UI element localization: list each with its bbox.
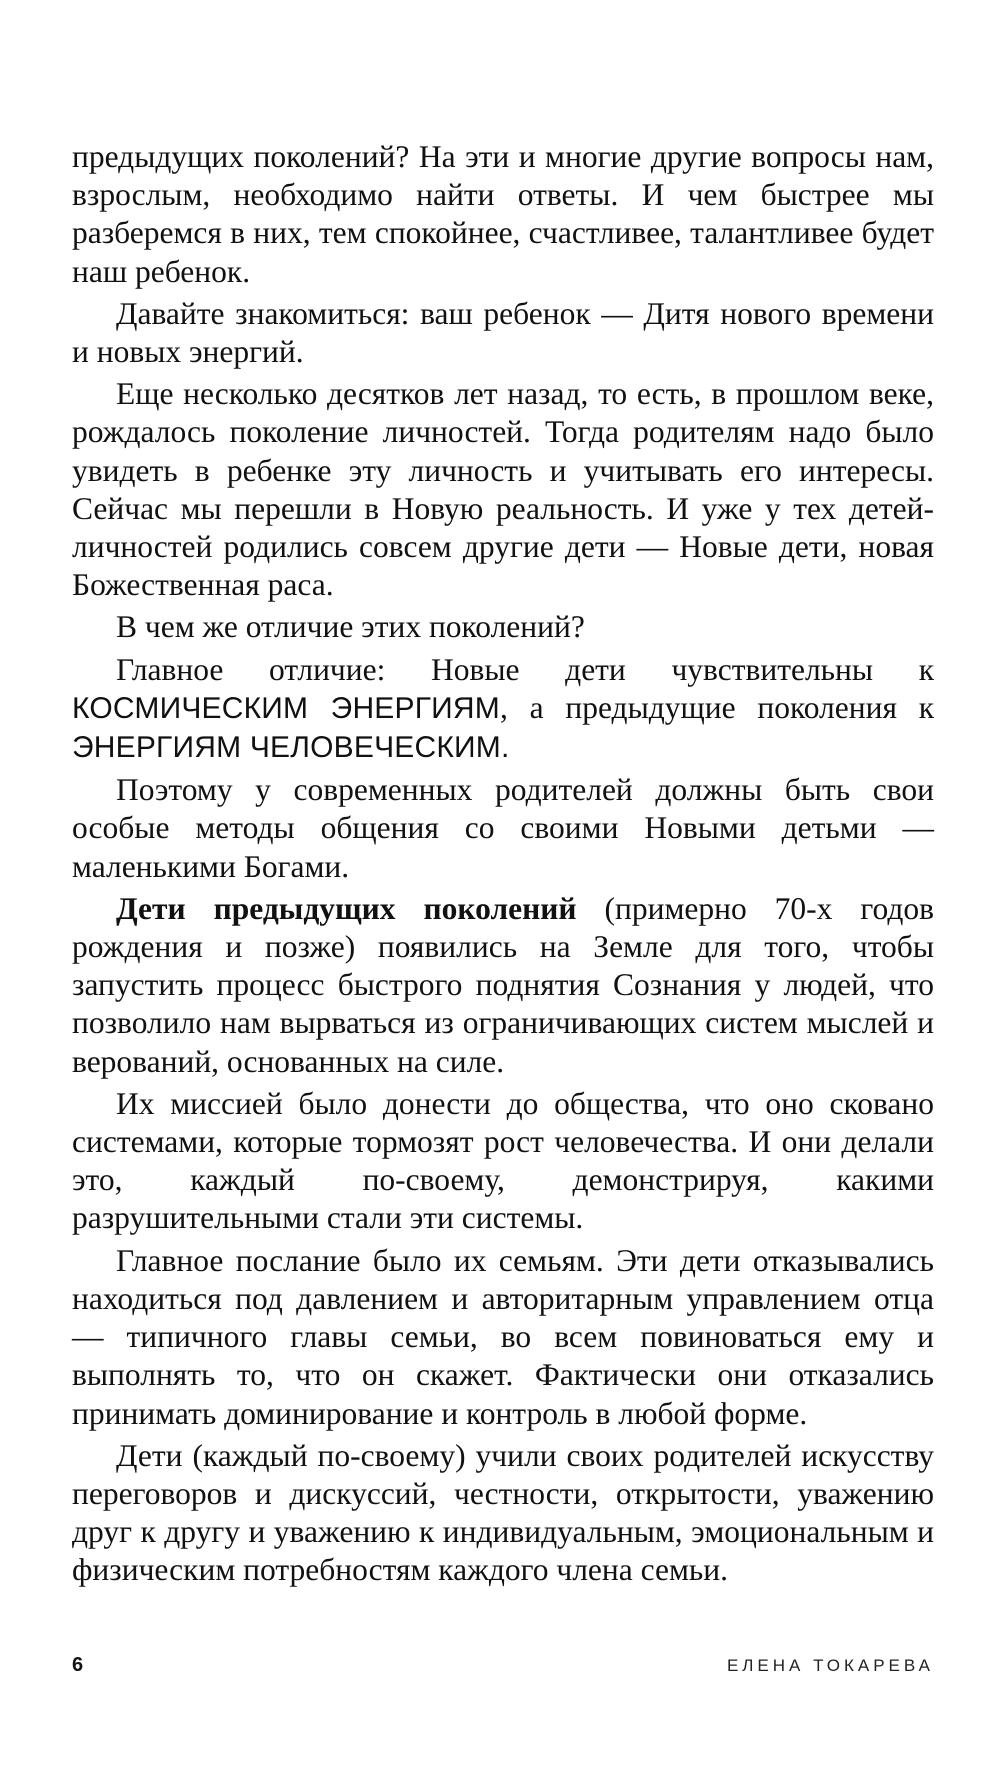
paragraph-2: Давайте знакомиться: ваш ребенок — Дитя нового времени и новых энергий.: [72, 295, 934, 370]
paragraph-5: [72, 651, 934, 768]
paragraph-3: Еще несколько десятков лет назад, то есть, в прошлом веке, рождалось поколение личностей. Тогда родителям надо было увидеть в ребенке эту личность и учитывать его интересы. Сейчас мы перешли в Новую реальность. И уже у тех детей-личностей родились совсем другие дети — Новые дети, новая Божественная раса.: [72, 376, 934, 603]
paragraph-7: [72, 890, 934, 1081]
page-number: 6: [72, 1654, 84, 1676]
paragraph-5-text-b: , а предыдущие поколения к: [500, 689, 934, 725]
bold-term: Дети предыдущих поколений: [116, 890, 577, 926]
paragraph-6: Поэтому у современных родителей должны быть свои особые методы общения со своими Новыми детьми — маленькими Богами.: [72, 772, 934, 884]
paragraph-1: предыдущих поколений? На эти и многие другие вопросы нам, взрослым, необходимо найти ответы. И чем быстрее мы разберемся в них, тем спокойнее, счастливее, талантливее будет наш ребенок.: [72, 139, 934, 289]
paragraph-9: Главное послание было их семьям. Эти дети отказывались находиться под давлением и авторитарным управлением отца — типичного главы семьи, во всем повиноваться ему и выполнять то, что он скажет. Фактически они отказались принимать доминирование и контроль в любой форме.: [72, 1242, 934, 1431]
paragraph-5-text-a: Главное отличие: Новые дети чувствительны к: [116, 651, 934, 687]
paragraph-8: Их миссией было донести до общества, что оно сковано системами, которые тормозят рост человечества. И они делали это, каждый по-своему, демонстрируя, какими разрушительными стали эти системы.: [72, 1085, 934, 1236]
paragraph-7-text: (примерно 70-х годов рождения и позже) появились на Земле для того, чтобы запустить процесс быстрого поднятия Сознания у людей, что позволило нам вырваться из ограничивающих систем мыслей и верований, основанных на силе.: [72, 890, 934, 1079]
page-body: [72, 138, 934, 1590]
human-energies-caps: ЭНЕРГИЯМ ЧЕЛОВЕЧЕСКИМ.: [72, 731, 510, 765]
paragraph-4: В чем же отличие этих поколений?: [116, 609, 585, 645]
paragraph-10: Дети (каждый по-своему) учили своих родителей искусству переговоров и дискуссий, честности, открытости, уважению друг к другу и уважению к индивидуальным, эмоциональным и физическим потребностям каждого члена семьи.: [72, 1437, 934, 1588]
running-footer-author: ЕЛЕНА ТОКАРЕВА: [726, 1656, 934, 1675]
cosmic-energies-caps: КОСМИЧЕСКИМ ЭНЕРГИЯМ: [72, 691, 500, 725]
